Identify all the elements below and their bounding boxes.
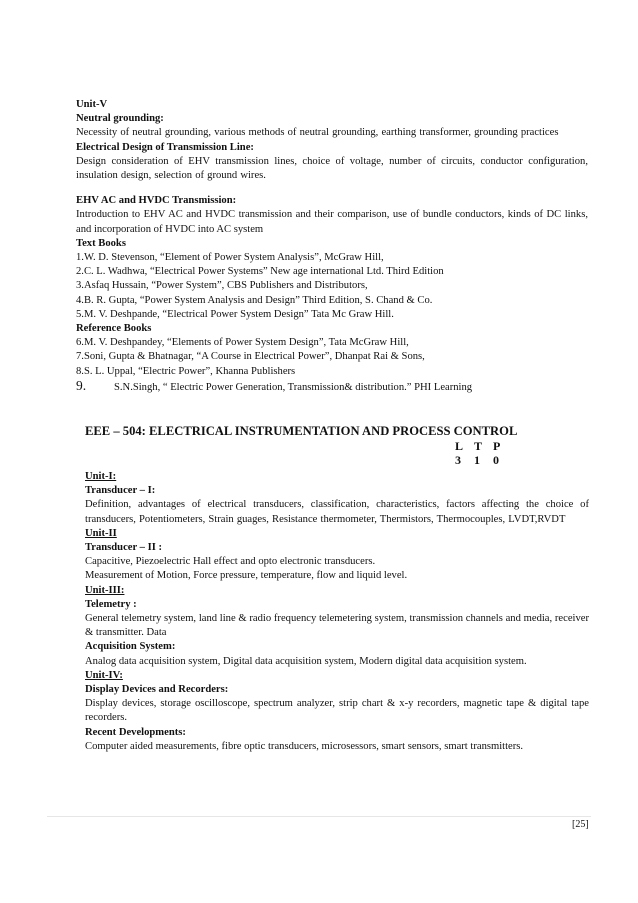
ltp-labels [455,439,512,454]
ltp-label: L [455,439,464,453]
text-book-item: 1.W. D. Stevenson, “Element of Power System Analysis”, McGraw Hill, [76,252,384,264]
transmission-design-heading: Electrical Design of Transmission Line: [76,141,254,153]
ltp-value: 1 [474,453,480,467]
text-book-item: 4.B. R. Gupta, “Power System Analysis and Design” Third Edition, S. Chand & Co. [76,294,433,306]
text-book-item: 5.M. V. Deshpande, “Electrical Power System Design” Tata Mc Graw Hill. [76,308,394,320]
unit-3-heading: Unit-III: [85,584,125,596]
ltp-label: T [474,439,483,453]
unit-4-text: Computer aided measurements, fibre optic transducers, microsessors, smart sensors, smart transmitters. [85,740,524,752]
unit-3-text: Analog data acquisition system, Digital data acquisition system, Modern digital data acquisition system. [85,655,527,667]
unit-2-text: Capacitive, Piezoelectric Hall effect and opto electronic transducers. [85,556,376,568]
course-syllabus [85,470,589,754]
reference-item-number: 9. [76,377,87,393]
page-number: [25] [572,819,589,830]
unit-1-heading: Unit-I: [85,471,117,482]
unit-1-text: Definition, advantages of electrical transducers, classification, characteristics, factors affecting the choice of transducers, Potentiometers, Strain guages, Resistance thermometer, Thermistors, Thermocouples, LVDT,RVDT [85,499,589,525]
text-books-heading: Text Books [76,237,126,249]
reference-item-text: S.N.Singh, “ Electric Power Generation, Transmission& distribution.” PHI Learning [114,381,473,393]
text-book-item: 2.C. L. Wadhwa, “Electrical Power Systems” New age international Ltd. Third Edition [76,266,444,278]
unit-4-heading: Unit-IV: [85,669,123,681]
ltp-value: 0 [493,453,499,467]
unit-1-subheading: Transducer – I: [85,485,156,497]
reference-book-item: 7.Soni, Gupta & Bhatnagar, “A Course in Electrical Power”, Dhanpat Rai & Sons, [76,351,425,363]
reference-book-item [76,379,588,395]
unit-4-text: Display devices, storage oscilloscope, spectrum analyzer, strip chart & x-y recorders, magnetic tape & digital tape recorders. [85,698,589,724]
unit-v-heading: Unit-V [76,99,108,110]
unit-3-subheading: Telemetry : [85,598,137,610]
unit-3-subheading: Acquisition System: [85,641,176,653]
footer-divider [47,816,591,817]
unit-4-subheading: Display Devices and Recorders: [85,684,229,696]
course-title: EEE – 504: ELECTRICAL INSTRUMENTATION AND PROCESS CONTROL [85,424,518,438]
unit-2-text: Measurement of Motion, Force pressure, temperature, flow and liquid level. [85,570,408,582]
hvdc-text: Introduction to EHV AC and HVDC transmission and their comparison, use of bundle conductors, kinds of DC links, and incorporation of HVDC into AC system [76,209,588,235]
unit-4-subheading: Recent Developments: [85,726,186,738]
neutral-grounding-text: Necessity of neutral grounding, various methods of neutral grounding, earthing transformer, grounding practices [76,127,559,139]
unit-3-text: General telemetry system, land line & radio frequency telemetering system, transmission channels and media, receiver & transmitter. Data [85,613,589,639]
reference-book-item: 8.S. L. Uppal, “Electric Power”, Khanna Publishers [76,365,296,377]
ltp-label: P [493,439,501,453]
hvdc-heading: EHV AC and HVDC Transmission: [76,195,237,207]
text-book-item: 3.Asfaq Hussain, “Power System”, CBS Publishers and Distributors, [76,280,368,292]
ltp-values [455,453,512,468]
ltp-value: 3 [455,453,461,467]
transmission-design-text: Design consideration of EHV transmission lines, choice of voltage, number of circuits, conductor configuration, insulation design, selection of ground wires. [76,155,588,182]
neutral-grounding-heading: Neutral grounding: [76,113,164,125]
unit-2-subheading: Transducer – II : [85,542,163,554]
unit-v-section [76,98,588,395]
unit-2-heading: Unit-II [85,527,117,539]
reference-book-item: 6.M. V. Deshpandey, “Elements of Power System Design”, Tata McGraw Hill, [76,337,409,349]
reference-books-heading: Reference Books [76,323,152,335]
